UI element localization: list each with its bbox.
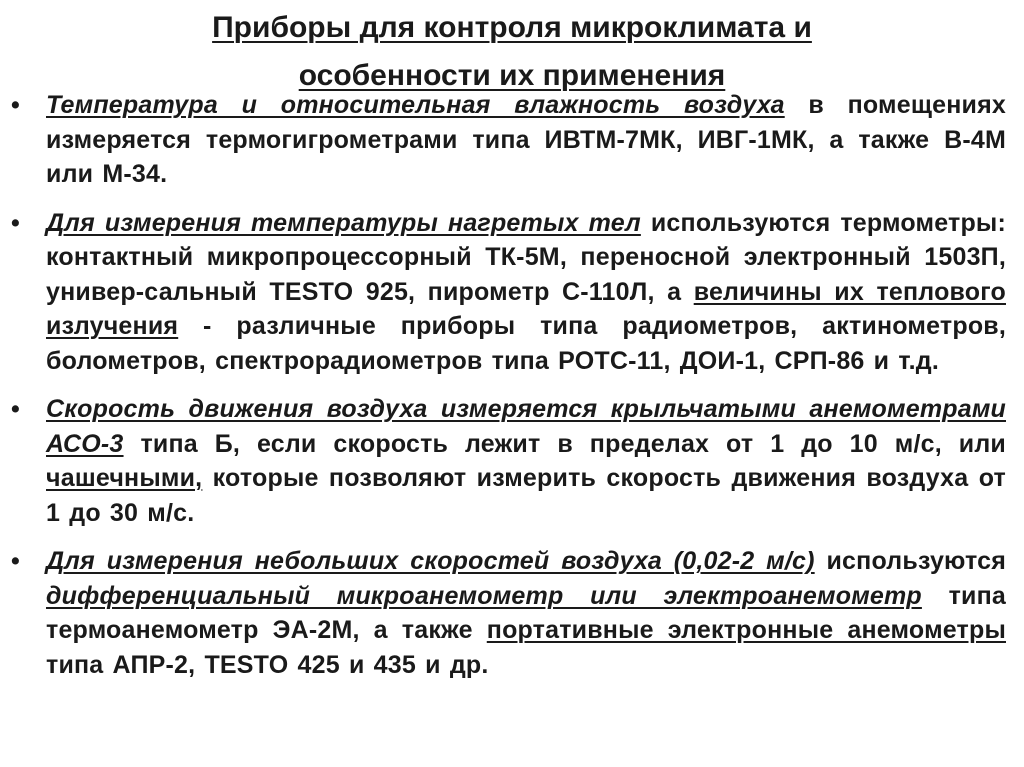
bullet-segment: - различные приборы типа радиометров, актинометров, болометров, спектрорадиометров типа РОТС-11, ДОИ-1, СРП-86 и т.д. (46, 312, 1006, 375)
bullet-segment: величины их теплового излучения (46, 277, 1006, 340)
slide-title (0, 4, 1024, 100)
bullet-segment: Для измерения небольших скоростей воздуха (0,02-2 м/с) (46, 547, 815, 575)
bullet-list (0, 88, 1024, 696)
bullet-segment: Температура и относительная влажность воздуха (46, 91, 785, 119)
bullet-segment: типа Б, если скорость лежит в пределах от 1 до 10 м/с, или (123, 429, 1006, 458)
bullet-item (0, 544, 1024, 682)
bullet-segment: Для измерения температуры нагретых тел (46, 208, 641, 237)
bullet-segment: типа АПР-2, TESTO 425 и 435 и др. (46, 650, 489, 679)
bullet-item (0, 392, 1024, 530)
bullet-segment: в помещениях измеряется термогигрометрами типа ИВТМ-7МК, ИВГ-1МК, а также В-4М или М-34. (46, 91, 1006, 188)
bullet-item (0, 88, 1024, 192)
bullet-segment: портативные электронные анемометры (486, 616, 1006, 644)
bullet-segment: чашечными, (46, 464, 203, 492)
bullet-segment: типа термоанемометр ЭА-2М, а также (46, 581, 1006, 644)
bullet-dot-icon: • (11, 208, 20, 237)
bullet-segment: дифференциальный микроанемометр или электроанемометр (46, 581, 922, 610)
bullet-segment: используются термометры: контактный микропроцессорный ТК-5М, переносной электронный 1503П, универ-сальный TESTO 925, пирометр С-110Л, а (46, 208, 1006, 306)
slide-title-line-1: Приборы для контроля микроклимата и (212, 11, 812, 44)
bullet-segment: Скорость движения воздуха измеряется крыльчатыми анемометрами АСО-3 (46, 395, 1006, 458)
bullet-dot-icon: • (11, 395, 20, 423)
bullet-segment: которые позволяют измерить скорость движения воздуха от 1 до 30 м/с. (46, 464, 1006, 527)
bullet-item (0, 206, 1024, 379)
bullet-segment: используются (814, 547, 1006, 575)
slide-title-line-2: особенности их применения (298, 59, 726, 92)
bullet-dot-icon: • (11, 91, 20, 119)
bullet-dot-icon: • (11, 547, 20, 575)
